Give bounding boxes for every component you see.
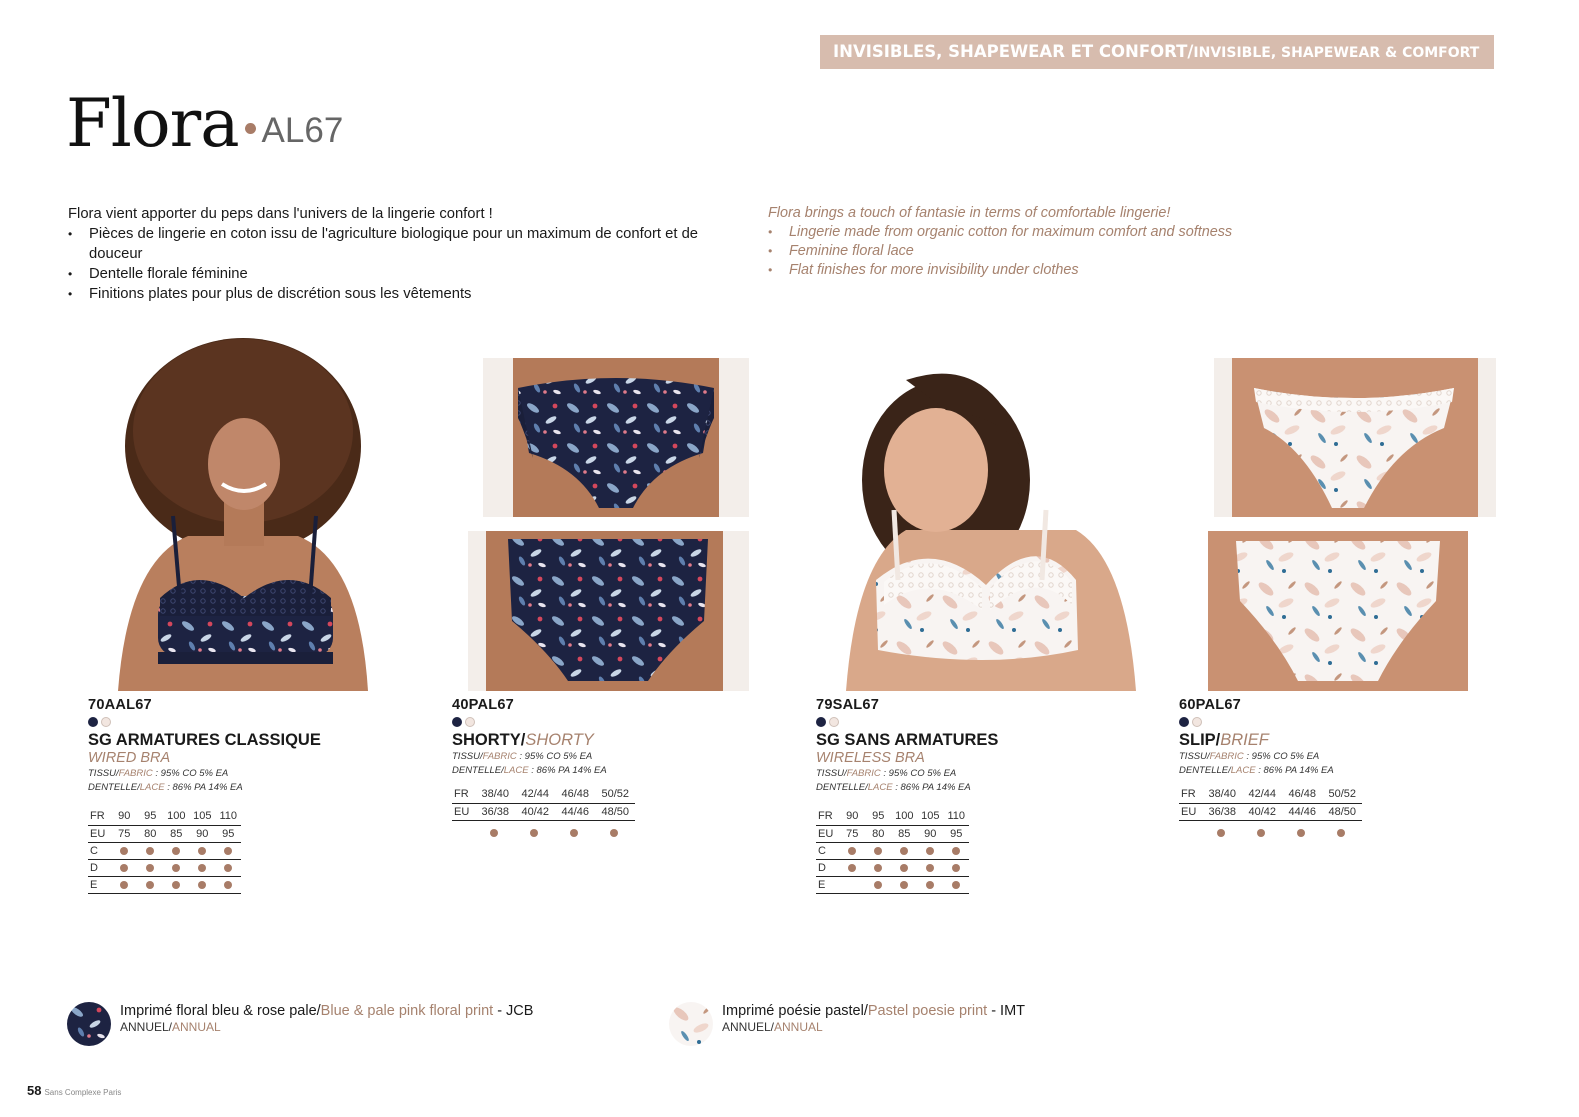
size-row-eu bbox=[816, 825, 969, 842]
available-dot bbox=[952, 881, 960, 889]
availability-cell bbox=[917, 876, 943, 893]
page-number: 58 bbox=[27, 1083, 42, 1098]
intro-en-bullet: • Feminine floral lace bbox=[768, 242, 1488, 261]
product-name bbox=[88, 731, 321, 750]
fabric-label-fr: TISSU/ bbox=[816, 768, 847, 779]
availability-cell bbox=[215, 859, 241, 876]
size-label: FR bbox=[816, 808, 839, 825]
size-cell: 100 bbox=[891, 808, 917, 825]
product-name bbox=[816, 731, 998, 750]
fabric-label-en: FABRIC bbox=[846, 768, 881, 779]
size-label: FR bbox=[1179, 786, 1202, 803]
available-dot bbox=[224, 847, 232, 855]
cup-row-d bbox=[816, 859, 969, 876]
cup-row-e bbox=[88, 876, 241, 893]
available-dot bbox=[848, 864, 856, 872]
size-cell: 50/52 bbox=[595, 786, 635, 803]
availability-cell bbox=[163, 859, 189, 876]
available-dot bbox=[120, 881, 128, 889]
size-table bbox=[816, 808, 969, 894]
size-cell: 80 bbox=[137, 825, 163, 842]
availability-cell bbox=[1241, 825, 1281, 843]
available-dot bbox=[172, 864, 180, 872]
available-dot bbox=[1337, 829, 1345, 837]
product-name bbox=[452, 731, 635, 750]
intro-fr-list bbox=[68, 224, 738, 304]
product-ref: 40PAL67 bbox=[452, 697, 514, 713]
product-ref: 70AAL67 bbox=[88, 697, 152, 713]
availability-cell bbox=[943, 876, 969, 893]
availability-cell bbox=[111, 842, 137, 859]
available-dot bbox=[900, 881, 908, 889]
availability-cell bbox=[215, 842, 241, 859]
page-footer bbox=[27, 1082, 121, 1100]
available-dot bbox=[874, 881, 882, 889]
collection-ref: AL67 bbox=[261, 111, 344, 150]
pastel-print-swatch bbox=[669, 1002, 713, 1046]
cup-label: D bbox=[88, 859, 111, 876]
swatch-navy-print bbox=[452, 717, 462, 727]
product-name-fr: SG SANS ARMATURES bbox=[816, 731, 999, 749]
size-cell: 40/42 bbox=[1242, 803, 1282, 820]
availability-cell bbox=[554, 825, 594, 843]
size-cell: 44/46 bbox=[1282, 803, 1322, 820]
size-cell: 36/38 bbox=[1202, 803, 1242, 820]
lace-label-fr: DENTELLE/ bbox=[452, 765, 504, 776]
product-shorty bbox=[452, 697, 635, 843]
brand-name: Sans Complexe Paris bbox=[44, 1088, 122, 1097]
title-dot bbox=[245, 123, 256, 134]
size-row-eu bbox=[1179, 803, 1362, 820]
lace-composition bbox=[452, 764, 635, 778]
size-table bbox=[452, 786, 635, 821]
print-name-en: Pastel poesie print bbox=[867, 1003, 988, 1019]
available-dot bbox=[1217, 829, 1225, 837]
availability-row bbox=[452, 825, 635, 843]
wired-bra-photo bbox=[98, 336, 374, 691]
size-cell: 110 bbox=[215, 808, 241, 825]
lace-value: : 86% PA 14% EA bbox=[892, 782, 971, 793]
available-dot bbox=[1257, 829, 1265, 837]
intro-french bbox=[68, 204, 738, 304]
lace-label-fr: DENTELLE/ bbox=[816, 782, 868, 793]
available-dot bbox=[952, 864, 960, 872]
frequency-en: ANNUAL bbox=[774, 1020, 823, 1034]
swatch-pastel-print bbox=[1192, 717, 1202, 727]
lace-label-fr: DENTELLE/ bbox=[88, 782, 140, 793]
available-dot bbox=[926, 881, 934, 889]
size-cell: 80 bbox=[865, 825, 891, 842]
lace-label-en: LACE bbox=[867, 782, 893, 793]
intro-en-bullet: • Lingerie made from organic cotton for maximum comfort and softness bbox=[768, 223, 1488, 242]
available-dot bbox=[198, 847, 206, 855]
availability-cell bbox=[917, 842, 943, 859]
size-cell: 95 bbox=[943, 825, 969, 842]
swatch-pastel-print bbox=[829, 717, 839, 727]
print-name bbox=[120, 1003, 533, 1019]
lace-label-en: LACE bbox=[1230, 765, 1256, 776]
availability-cell bbox=[839, 859, 865, 876]
collection-name: Flora bbox=[66, 85, 239, 162]
size-cell: 75 bbox=[839, 825, 865, 842]
intro-en-lead: Flora brings a touch of fantasie in terms of comfortable lingerie! bbox=[768, 205, 1171, 221]
product-ref: 79SAL67 bbox=[816, 697, 880, 713]
product-name-fr: SLIP/ bbox=[1179, 731, 1221, 749]
availability-cell bbox=[865, 842, 891, 859]
availability-cell bbox=[474, 825, 514, 843]
size-row-fr bbox=[816, 808, 969, 825]
size-cell: 95 bbox=[865, 808, 891, 825]
size-cell: 44/46 bbox=[555, 803, 595, 820]
size-cell: 110 bbox=[943, 808, 969, 825]
size-label: EU bbox=[88, 825, 111, 842]
available-dot bbox=[198, 881, 206, 889]
available-dot bbox=[172, 847, 180, 855]
available-dot bbox=[874, 847, 882, 855]
size-row-fr bbox=[1179, 786, 1362, 803]
size-cell: 46/48 bbox=[555, 786, 595, 803]
color-swatches bbox=[88, 716, 321, 728]
cup-label: C bbox=[88, 842, 111, 859]
size-cell: 90 bbox=[189, 825, 215, 842]
print-name-fr: Imprimé floral bleu & rose pale/ bbox=[120, 1003, 321, 1019]
availability-cell bbox=[943, 842, 969, 859]
lace-value: : 86% PA 14% EA bbox=[164, 782, 243, 793]
intro-en-bullet: • Flat finishes for more invisibility under clothes bbox=[768, 261, 1488, 280]
availability-cell bbox=[891, 859, 917, 876]
size-cell: 85 bbox=[891, 825, 917, 842]
product-name-fr: SG ARMATURES CLASSIQUE bbox=[88, 731, 321, 749]
color-swatches bbox=[452, 716, 635, 728]
size-cell: 105 bbox=[917, 808, 943, 825]
size-cell: 42/44 bbox=[515, 786, 555, 803]
size-cell: 38/40 bbox=[475, 786, 515, 803]
slip-photo-bottom bbox=[1208, 531, 1468, 691]
navy-print-swatch bbox=[67, 1002, 111, 1046]
cup-row-d bbox=[88, 859, 241, 876]
intro-fr-bullet: • Dentelle florale féminine bbox=[68, 264, 738, 284]
wireless-bra-photo bbox=[846, 360, 1136, 691]
cup-row-c bbox=[88, 842, 241, 859]
available-dot bbox=[146, 847, 154, 855]
availability-cell bbox=[917, 859, 943, 876]
available-dot bbox=[146, 864, 154, 872]
fabric-value: : 95% CO 5% EA bbox=[516, 751, 593, 762]
available-dot bbox=[952, 847, 960, 855]
color-swatches bbox=[1179, 716, 1362, 728]
size-label: FR bbox=[88, 808, 111, 825]
cup-row-c bbox=[816, 842, 969, 859]
size-label: EU bbox=[452, 803, 475, 820]
fabric-composition bbox=[452, 750, 635, 764]
available-dot bbox=[926, 864, 934, 872]
size-cell: 95 bbox=[215, 825, 241, 842]
product-ref: 60PAL67 bbox=[1179, 697, 1241, 713]
print-name-en: Blue & pale pink floral print bbox=[320, 1003, 494, 1019]
fabric-composition bbox=[816, 767, 998, 781]
size-cell: 40/42 bbox=[515, 803, 555, 820]
size-label: EU bbox=[816, 825, 839, 842]
fabric-value: : 95% CO 5% EA bbox=[880, 768, 957, 779]
print-legend-pastel bbox=[669, 1002, 1025, 1046]
availability-cell bbox=[1321, 825, 1361, 843]
size-cell: 90 bbox=[111, 808, 137, 825]
size-table bbox=[88, 808, 241, 894]
intro-fr-bullet: • Finitions plates pour plus de discrétion sous les vêtements bbox=[68, 284, 738, 304]
swatch-navy-print bbox=[88, 717, 98, 727]
shorty-photo-bottom bbox=[468, 531, 749, 691]
lace-composition bbox=[1179, 764, 1362, 778]
size-cell: 90 bbox=[839, 808, 865, 825]
size-cell: 48/50 bbox=[595, 803, 635, 820]
intro-english bbox=[768, 204, 1488, 280]
fabric-label-fr: TISSU/ bbox=[452, 751, 483, 762]
product-name-en: BRIEF bbox=[1220, 731, 1269, 749]
swatch-navy-print bbox=[1179, 717, 1189, 727]
size-cell: 36/38 bbox=[475, 803, 515, 820]
availability-cell bbox=[594, 825, 634, 843]
availability-cell bbox=[137, 842, 163, 859]
available-dot bbox=[1297, 829, 1305, 837]
swatch-navy-print bbox=[816, 717, 826, 727]
section-banner bbox=[820, 35, 1494, 69]
availability-cell bbox=[865, 859, 891, 876]
fabric-value: : 95% CO 5% EA bbox=[1243, 751, 1320, 762]
lace-composition bbox=[88, 781, 321, 795]
print-name-fr: Imprimé poésie pastel/ bbox=[722, 1003, 868, 1019]
available-dot bbox=[610, 829, 618, 837]
size-cell: 95 bbox=[137, 808, 163, 825]
fabric-label-fr: TISSU/ bbox=[1179, 751, 1210, 762]
lace-label-en: LACE bbox=[503, 765, 529, 776]
size-cell: 100 bbox=[163, 808, 189, 825]
frequency-en: ANNUAL bbox=[172, 1020, 221, 1034]
availability-cell bbox=[111, 859, 137, 876]
availability-cell bbox=[163, 876, 189, 893]
availability-cell bbox=[839, 876, 865, 893]
lace-value: : 86% PA 14% EA bbox=[1255, 765, 1334, 776]
print-name bbox=[722, 1003, 1025, 1019]
size-row-fr bbox=[88, 808, 241, 825]
shorty-photo-top bbox=[483, 358, 749, 517]
availability-cell bbox=[891, 842, 917, 859]
banner-en: INVISIBLE, SHAPEWEAR & COMFORT bbox=[1193, 45, 1480, 61]
availability-cell bbox=[137, 876, 163, 893]
available-dot bbox=[172, 881, 180, 889]
banner-fr: INVISIBLES, SHAPEWEAR ET CONFORT/ bbox=[833, 42, 1194, 61]
availability-cell bbox=[943, 859, 969, 876]
product-name-en: WIRELESS BRA bbox=[816, 750, 925, 766]
lace-composition bbox=[816, 781, 998, 795]
collection-title bbox=[66, 85, 343, 162]
availability-cell bbox=[1201, 825, 1241, 843]
size-cell: 75 bbox=[111, 825, 137, 842]
size-row-eu bbox=[452, 803, 635, 820]
size-table bbox=[1179, 786, 1362, 821]
size-row-fr bbox=[452, 786, 635, 803]
fabric-label-fr: TISSU/ bbox=[88, 768, 119, 779]
size-cell: 48/50 bbox=[1322, 803, 1362, 820]
print-frequency bbox=[722, 1020, 1025, 1034]
intro-en-list bbox=[768, 223, 1488, 280]
availability-cell bbox=[189, 842, 215, 859]
size-cell: 50/52 bbox=[1322, 786, 1362, 803]
size-cell: 85 bbox=[163, 825, 189, 842]
available-dot bbox=[874, 864, 882, 872]
print-code: - IMT bbox=[987, 1003, 1026, 1019]
size-cell: 46/48 bbox=[1282, 786, 1322, 803]
fabric-composition bbox=[88, 767, 321, 781]
intro-fr-lead: Flora vient apporter du peps dans l'univers de la lingerie confort ! bbox=[68, 206, 493, 222]
fabric-composition bbox=[1179, 750, 1362, 764]
availability-cell bbox=[839, 842, 865, 859]
frequency-fr: ANNUEL/ bbox=[120, 1020, 173, 1034]
available-dot bbox=[146, 881, 154, 889]
available-dot bbox=[900, 847, 908, 855]
product-name-en: SHORTY bbox=[525, 731, 594, 749]
frequency-fr: ANNUEL/ bbox=[722, 1020, 775, 1034]
available-dot bbox=[900, 864, 908, 872]
availability-cell bbox=[137, 859, 163, 876]
available-dot bbox=[224, 864, 232, 872]
color-swatches bbox=[816, 716, 998, 728]
available-dot bbox=[224, 881, 232, 889]
available-dot bbox=[120, 864, 128, 872]
size-cell: 105 bbox=[189, 808, 215, 825]
print-frequency bbox=[120, 1020, 533, 1034]
availability-cell bbox=[163, 842, 189, 859]
availability-cell bbox=[189, 859, 215, 876]
size-label: EU bbox=[1179, 803, 1202, 820]
size-row-eu bbox=[88, 825, 241, 842]
lace-label-fr: DENTELLE/ bbox=[1179, 765, 1231, 776]
availability-cell bbox=[891, 876, 917, 893]
available-dot bbox=[490, 829, 498, 837]
availability-cell bbox=[1281, 825, 1321, 843]
availability-cell bbox=[215, 876, 241, 893]
cup-label: C bbox=[816, 842, 839, 859]
size-cell: 42/44 bbox=[1242, 786, 1282, 803]
availability-cell bbox=[111, 876, 137, 893]
lace-label-en: LACE bbox=[139, 782, 165, 793]
swatch-pastel-print bbox=[465, 717, 475, 727]
product-name bbox=[1179, 731, 1362, 750]
available-dot bbox=[570, 829, 578, 837]
swatch-pastel-print bbox=[101, 717, 111, 727]
cup-label: D bbox=[816, 859, 839, 876]
size-cell: 38/40 bbox=[1202, 786, 1242, 803]
print-code: - JCB bbox=[493, 1003, 534, 1019]
cup-label: E bbox=[88, 876, 111, 893]
available-dot bbox=[926, 847, 934, 855]
availability-cell bbox=[865, 876, 891, 893]
lace-value: : 86% PA 14% EA bbox=[528, 765, 607, 776]
cup-label: E bbox=[816, 876, 839, 893]
available-dot bbox=[530, 829, 538, 837]
product-name-fr: SHORTY/ bbox=[452, 731, 526, 749]
product-slip bbox=[1179, 697, 1362, 843]
availability-cell bbox=[514, 825, 554, 843]
size-label: FR bbox=[452, 786, 475, 803]
intro-fr-bullet: • Pièces de lingerie en coton issu de l'agriculture biologique pour un maximum de confort et de douceur bbox=[68, 224, 738, 264]
print-legend-navy bbox=[67, 1002, 533, 1046]
slip-photo-top bbox=[1214, 358, 1496, 517]
availability-row bbox=[1179, 825, 1362, 843]
available-dot bbox=[848, 847, 856, 855]
fabric-label-en: FABRIC bbox=[1209, 751, 1244, 762]
product-wired-bra bbox=[88, 697, 321, 894]
fabric-value: : 95% CO 5% EA bbox=[152, 768, 229, 779]
available-dot bbox=[120, 847, 128, 855]
product-wireless-bra bbox=[816, 697, 998, 894]
fabric-label-en: FABRIC bbox=[482, 751, 517, 762]
fabric-label-en: FABRIC bbox=[118, 768, 153, 779]
size-cell: 90 bbox=[917, 825, 943, 842]
product-name-en: WIRED BRA bbox=[88, 750, 171, 766]
cup-row-e bbox=[816, 876, 969, 893]
available-dot bbox=[198, 864, 206, 872]
availability-cell bbox=[189, 876, 215, 893]
